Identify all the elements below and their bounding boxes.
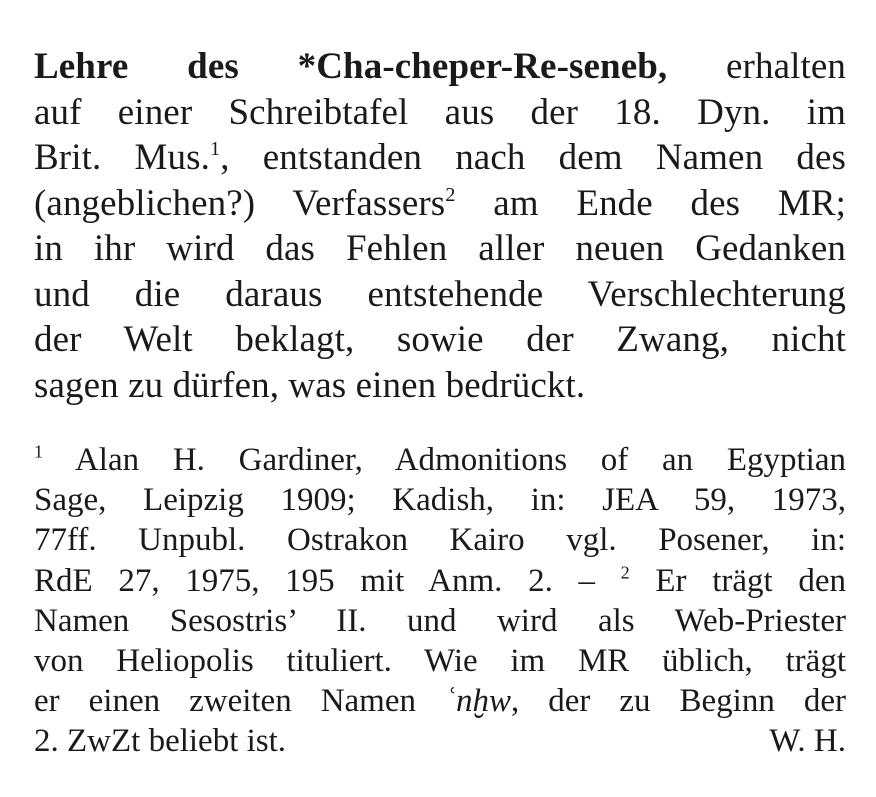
footnote-marker-1: 1 — [34, 441, 44, 462]
footnote-line-4-text-a: RdE 27, 1975, 195 mit Anm. 2. – — [34, 562, 621, 599]
footnote-line-7 — [34, 681, 846, 721]
footnote-line-5-text: Namen Sesostris’ II. und wird als Web-Priester — [34, 602, 846, 639]
footnotes — [34, 440, 846, 762]
entry-line-1 — [34, 44, 846, 90]
entry-line-1-text: erhalten — [667, 46, 846, 87]
entry-line-7-text: der Welt beklagt, sowie der Zwang, nicht — [34, 319, 846, 360]
footnote-ref-1: 1 — [209, 137, 221, 160]
footnote-line-3 — [34, 520, 846, 560]
footnote-line-7-text-b: , der zu Beginn der — [511, 683, 846, 720]
entry-line-3-text-a: Brit. Mus. — [34, 137, 210, 178]
footnote-line-1-text: Alan H. Gardiner, Admonitions of an Egyptian — [43, 442, 846, 478]
entry-line-5 — [34, 226, 846, 272]
footnote-line-8-text: 2. ZwZt beliebt ist. — [34, 723, 287, 760]
footnote-line-4 — [34, 561, 846, 601]
entry-line-8-text: sagen zu dürfen, was einen bedrückt. — [34, 364, 586, 406]
entry-line-3 — [34, 135, 846, 181]
footnote-ref-2: 2 — [445, 183, 456, 206]
entry-line-6-text: und die daraus entstehende Verschlechterung — [34, 273, 846, 315]
entry-line-6 — [34, 272, 846, 318]
entry-title: Lehre des *Cha-cheper-Re-seneb, — [34, 46, 668, 87]
entry-line-3-text-b: , entstanden nach dem Namen des — [220, 137, 846, 178]
entry-line-2 — [34, 90, 846, 136]
entry-line-4-text-b: am Ende des MR; — [455, 182, 846, 224]
footnote-line-1 — [34, 440, 846, 480]
footnote-line-7-text-a: er einen zweiten Namen — [34, 683, 445, 720]
footnote-line-5 — [34, 601, 846, 641]
entry-line-4-text-a: (angeblichen?) Verfassers — [34, 182, 446, 224]
entry-line-2-text: auf einer Schreibtafel aus der 18. Dyn. im — [34, 91, 846, 133]
footnote-line-3-text: 77ff. Unpubl. Ostrakon Kairo vgl. Posener, in: — [34, 522, 846, 559]
entry-line-4 — [34, 181, 846, 227]
transliterated-name: ʿnḫw — [445, 683, 511, 720]
footnote-line-6 — [34, 641, 846, 681]
footnote-line-2-text: Sage, Leipzig 1909; Kadish, in: JEA 59, 1973, — [34, 482, 846, 519]
footnote-line-6-text: von Heliopolis tituliert. Wie im MR üblich, trägt — [34, 642, 846, 679]
lexicon-entry — [34, 44, 846, 408]
footnote-marker-2: 2 — [620, 561, 630, 582]
footnote-line-2 — [34, 480, 846, 520]
footnote-line-4-text-b: Er trägt den — [629, 562, 846, 599]
author-initials: W. H. — [769, 723, 846, 760]
entry-line-8 — [34, 363, 846, 409]
footnote-line-8 — [34, 721, 846, 761]
entry-line-7 — [34, 317, 846, 363]
entry-line-5-text: in ihr wird das Fehlen aller neuen Gedanken — [34, 228, 846, 269]
